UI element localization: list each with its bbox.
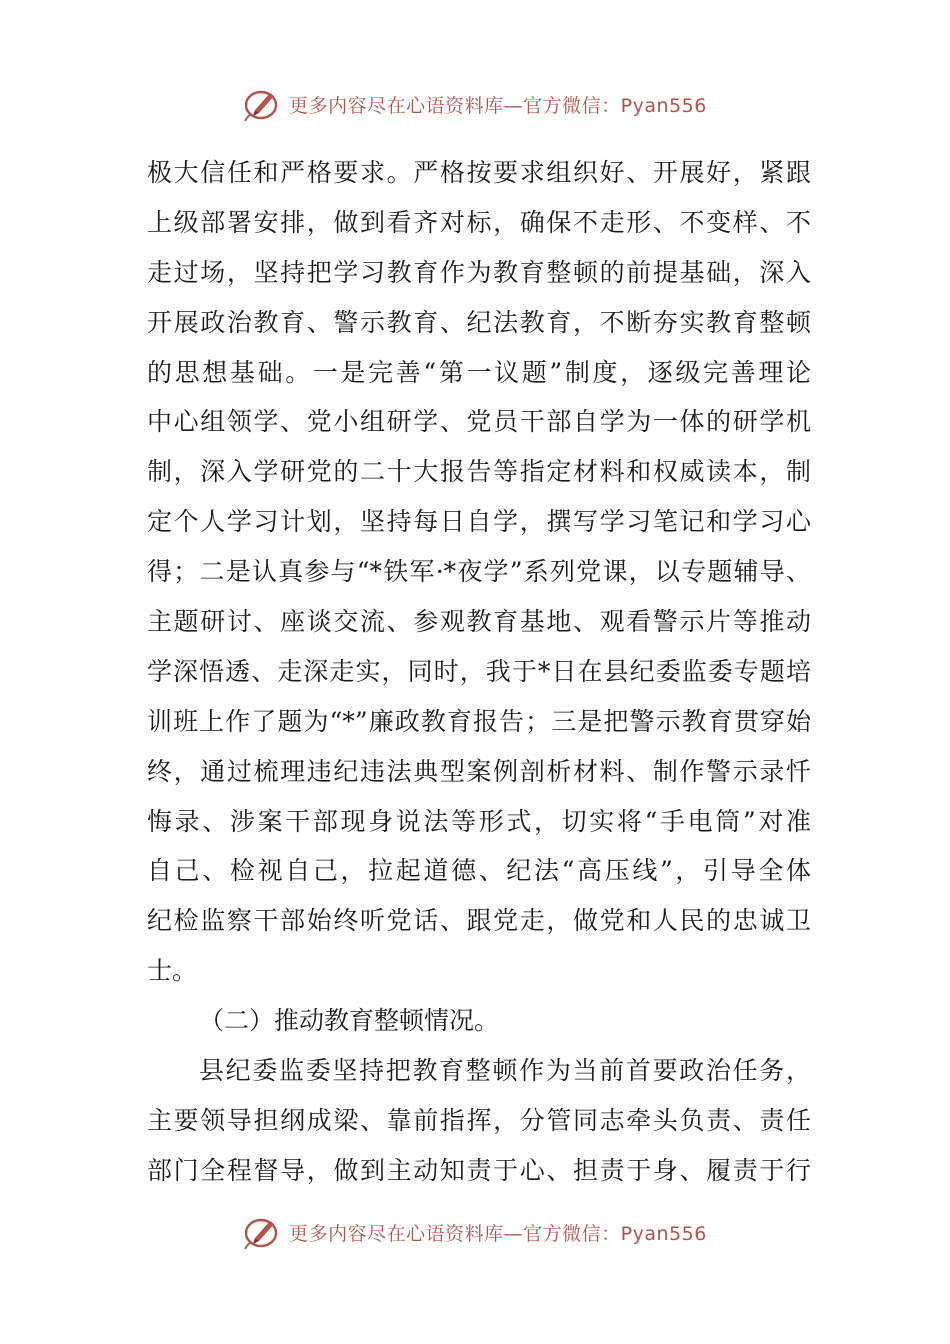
- pen-logo-icon: [243, 1212, 283, 1252]
- section-heading: （二）推动教育整顿情况。: [199, 1006, 500, 1036]
- body-line-4: 开展政治教育、警示教育、纪法教育，不断夯实教育整顿: [147, 307, 811, 337]
- document-body: [147, 148, 811, 1196]
- footer-banner-text: 更多内容尽在心语资料库—官方微信：Pyan556: [289, 1222, 707, 1245]
- body-line-14: 悔录、涉案干部现身说法等形式，切实将“手电筒”对准: [147, 806, 811, 836]
- footer-banner: [0, 1208, 950, 1256]
- pen-logo-icon: [243, 84, 283, 124]
- header-banner: [0, 80, 950, 128]
- body-line-11: 学深悟透、走深走实，同时，我于*日在县纪委监委专题培: [147, 656, 811, 686]
- body-line-5: 的思想基础。一是完善“第一议题”制度，逐级完善理论: [147, 357, 811, 387]
- header-banner-text: 更多内容尽在心语资料库—官方微信：Pyan556: [289, 94, 707, 117]
- body-line-19: 县纪委监委坚持把教育整顿作为当前首要政治任务，: [199, 1056, 811, 1086]
- body-line-20: 主要领导担纲成梁、靠前指挥，分管同志牵头负责、责任: [147, 1105, 811, 1135]
- body-line-6: 中心组领学、党小组研学、党员干部自学为一体的研学机: [147, 407, 811, 437]
- body-line-1: 极大信任和严格要求。严格按要求组织好、开展好，紧跟: [147, 158, 811, 187]
- body-line-17: 士。: [147, 956, 198, 986]
- body-line-15: 自己、检视自己，拉起道德、纪法“高压线”，引导全体: [147, 856, 811, 886]
- body-line-10: 主题研讨、座谈交流、参观教育基地、观看警示片等推动: [147, 607, 811, 637]
- body-line-7: 制，深入学研党的二十大报告等指定材料和权威读本，制: [147, 457, 811, 487]
- body-line-16: 纪检监察干部始终听党话、跟党走，做党和人民的忠诚卫: [147, 906, 811, 936]
- body-line-21: 部门全程督导，做到主动知责于心、担责于身、履责于行: [147, 1155, 811, 1185]
- body-line-8: 定个人学习计划，坚持每日自学，撰写学习笔记和学习心: [147, 507, 811, 537]
- body-line-2: 上级部署安排，做到看齐对标，确保不走形、不变样、不: [147, 207, 811, 237]
- body-line-13: 终，通过梳理违纪违法典型案例剖析材料、制作警示录忏: [147, 756, 811, 786]
- body-line-9: 得；二是认真参与“*铁军·*夜学”系列党课，以专题辅导、: [147, 557, 811, 587]
- body-line-12: 训班上作了题为“*”廉政教育报告；三是把警示教育贯穿始: [147, 706, 811, 736]
- body-line-3: 走过场，坚持把学习教育作为教育整顿的前提基础，深入: [147, 257, 811, 287]
